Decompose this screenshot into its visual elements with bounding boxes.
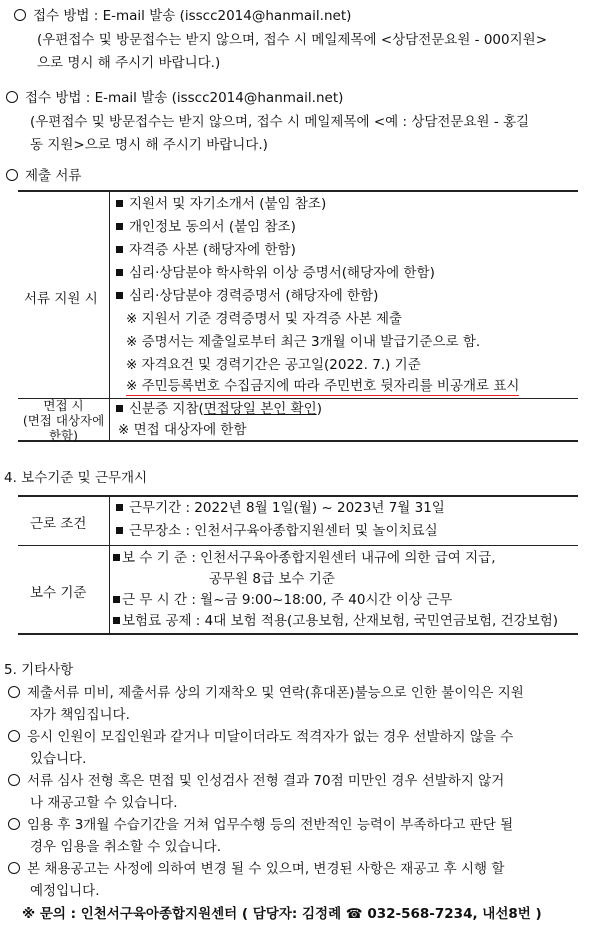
misc-item: 제출서류 미비, 제출서류 상의 기재착오 및 연락(휴대폰)불능으로 인한 불이익은 지원	[8, 683, 524, 703]
docs-row2-label: 면접 시 (면접 대상자에 한함)	[22, 398, 105, 443]
table-border	[18, 633, 578, 635]
pay-item-cont: 공무원 8급 보수 기준	[209, 571, 335, 587]
apply-note-1a: (우편접수 및 방문접수는 받지 않으며, 접수 시 메일제목에 <상담전문요원 - 000지원>	[37, 32, 548, 48]
misc-item-cont: 경우 임용을 취소할 수 있습니다.	[30, 839, 221, 855]
misc-item-cont: 있습니다.	[30, 751, 87, 767]
pay-item: 근 무 시 간 : 월~금 9:00~18:00, 주 40시간 이상 근무	[113, 590, 452, 610]
misc-item: 임용 후 3개월 수습기간을 거쳐 업무수행 등의 전반적인 능력이 부족하다고 판단 될	[8, 815, 513, 835]
square-bullet-icon	[113, 617, 120, 624]
docs-heading-text: 제출 서류	[25, 168, 82, 184]
misc-item-cont: 예정입니다.	[30, 883, 100, 899]
docs-item: 개인정보 동의서 (붙임 참조)	[116, 217, 296, 237]
misc-item: 서류 심사 전형 혹은 면접 및 인성검사 전형 결과 70점 미만인 경우 선발하지 않거	[8, 771, 504, 791]
pay-item: 근무기간 : 2022년 8월 1일(월) ~ 2023년 7월 31일	[116, 498, 445, 518]
docs-item: 심리·상담분야 학사학위 이상 증명서(해당자에 한함)	[116, 263, 435, 283]
apply-note-2b: 동 지원>으로 명시 해 주시기 바랍니다.)	[30, 137, 268, 153]
circle-bullet-icon	[8, 730, 20, 742]
misc-item-cont: 나 재공고할 수 있습니다.	[30, 795, 178, 811]
docs-note: ※ 증명서는 제출일로부터 최근 3개월 이내 발급기준으로 함.	[126, 334, 481, 350]
docs-row1-label: 서류 지원 시	[24, 291, 98, 307]
apply-method-2	[6, 88, 343, 108]
docs-interview-note: ※ 면접 대상자에 한함	[118, 422, 247, 438]
circle-bullet-icon	[8, 818, 20, 830]
apply-method-text: 접수 방법 : E-mail 발송 (isscc2014@hanmail.net)	[33, 8, 352, 24]
misc-item: 본 채용공고는 사정에 의하여 변경 될 수 있으며, 변경된 사항은 재공고 후 시행 할	[8, 859, 504, 879]
misc-item: 응시 인원이 모집인원과 같거나 미달이더라도 적격자가 없는 경우 선발하지 않을 수	[8, 727, 513, 747]
docs-note: ※ 자격요건 및 경력기간은 공고일(2022. 7.) 기준	[126, 357, 421, 373]
pay-item: 보 수 기 준 : 인천서구육아종합지원센터 내규에 의한 급여 지급,	[113, 548, 496, 568]
circle-bullet-icon	[8, 862, 20, 874]
pay-heading: 4. 보수기준 및 근무개시	[4, 470, 148, 486]
table-border	[18, 495, 578, 497]
pay-row1-label: 근로 조건	[30, 516, 87, 532]
docs-item: 지원서 및 자기소개서 (붙임 참조)	[116, 194, 326, 214]
docs-note-highlight: ※ 주민등록번호 수집금지에 따라 주민번호 뒷자리를 비공개로 표시	[126, 378, 520, 394]
table-row-divider	[18, 545, 578, 546]
docs-note: ※ 지원서 기준 경력증명서 및 자격증 사본 제출	[126, 311, 403, 327]
square-bullet-icon	[113, 596, 120, 603]
contact-info: ※ 문의 : 인천서구육아종합지원센터 ( 담당자: 김정례 ☎ 032-568-7234, 내선8번 )	[22, 906, 542, 922]
table-divider	[109, 190, 110, 440]
misc-heading: 5. 기타사항	[4, 662, 74, 678]
circle-bullet-icon	[8, 774, 20, 786]
docs-heading	[6, 166, 81, 186]
apply-note-1b: 으로 명시 해 주시기 바랍니다.)	[37, 55, 221, 71]
square-bullet-icon	[116, 200, 123, 207]
square-bullet-icon	[116, 405, 123, 412]
square-bullet-icon	[116, 504, 123, 511]
misc-item-cont: 자가 책임집니다.	[30, 707, 130, 723]
square-bullet-icon	[116, 527, 123, 534]
apply-note-2a: (우편접수 및 방문접수는 받지 않으며, 접수 시 메일제목에 <예 : 상담전문요원 - 홍길	[30, 114, 530, 130]
square-bullet-icon	[116, 292, 123, 299]
apply-method-1	[14, 6, 351, 26]
square-bullet-icon	[116, 246, 123, 253]
circle-bullet-icon	[6, 169, 18, 181]
docs-item: 자격증 사본 (해당자에 한함)	[116, 240, 296, 260]
docs-item: 심리·상담분야 경력증명서 (해당자에 한함)	[116, 286, 378, 306]
table-divider	[109, 495, 110, 633]
square-bullet-icon	[113, 554, 120, 561]
square-bullet-icon	[116, 223, 123, 230]
table-border	[18, 190, 578, 192]
pay-row2-label: 보수 기준	[30, 585, 87, 601]
circle-bullet-icon	[6, 91, 18, 103]
docs-interview-item: 신분증 지참(면접당일 본인 확인)	[116, 399, 322, 419]
apply-method-text: 접수 방법 : E-mail 발송 (isscc2014@hanmail.net)	[25, 90, 344, 106]
square-bullet-icon	[116, 269, 123, 276]
pay-item: 근무장소 : 인천서구육아종합지원센터 및 놀이치료실	[116, 521, 438, 541]
pay-item: 보험료 공제 : 4대 보험 적용(고용보험, 산재보험, 국민연금보험, 건강보험)	[113, 611, 558, 631]
circle-bullet-icon	[8, 686, 20, 698]
circle-bullet-icon	[14, 9, 26, 21]
